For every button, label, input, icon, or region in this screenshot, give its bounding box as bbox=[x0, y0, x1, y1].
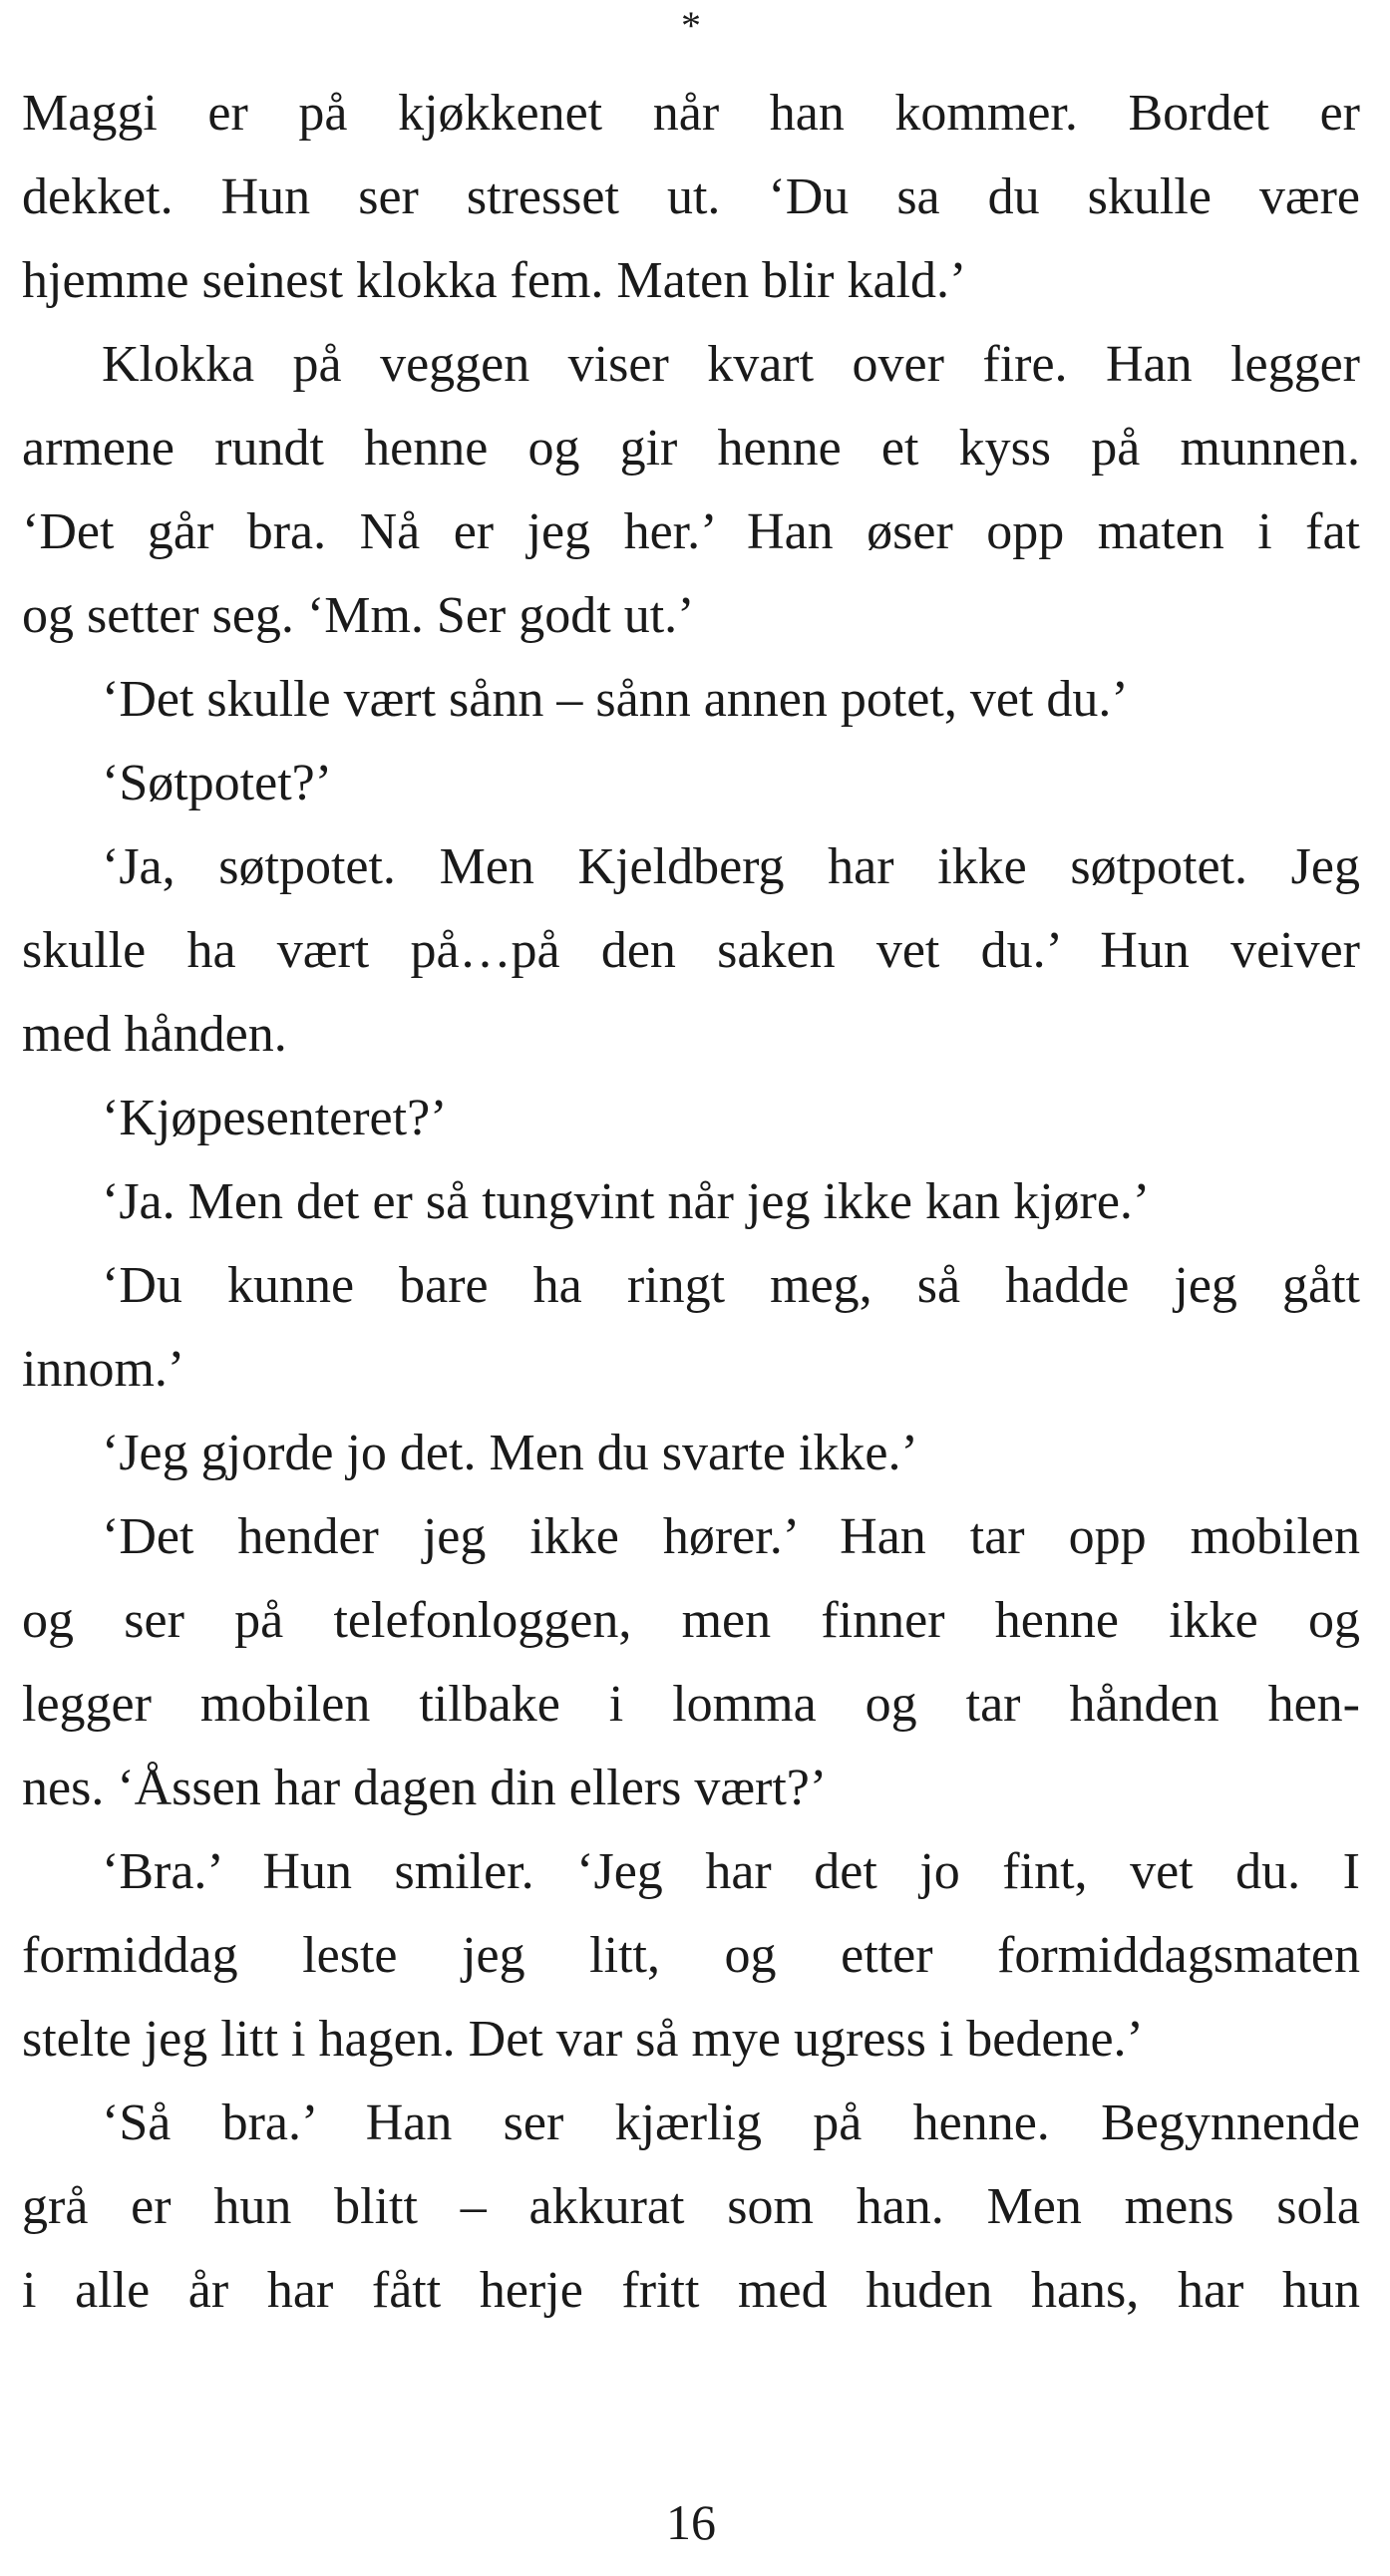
text-line: legger mobilen tilbake i lomma og tar hånden hen- bbox=[22, 1676, 1360, 1733]
text-line: innom.’ bbox=[22, 1341, 185, 1398]
text-line: ‘Det skulle vært sånn – sånn annen potet, vet du.’ bbox=[102, 671, 1129, 728]
text-line: armene rundt henne og gir henne et kyss på munnen. bbox=[22, 420, 1360, 477]
scene-break-asterisk: * bbox=[681, 3, 701, 48]
text-line: ‘Det går bra. Nå er jeg her.’ Han øser opp maten i fat bbox=[22, 503, 1360, 560]
text-line: Maggi er på kjøkkenet når han kommer. Bordet er bbox=[22, 85, 1360, 142]
text-line: med hånden. bbox=[22, 1006, 287, 1063]
body-text bbox=[22, 72, 1360, 2333]
text-line: ‘Ja. Men det er så tungvint når jeg ikke kan kjøre.’ bbox=[102, 1173, 1151, 1230]
text-line: i alle år har fått herje fritt med huden hans, har hun bbox=[22, 2262, 1360, 2319]
page-number: 16 bbox=[666, 2494, 716, 2550]
text-line: ‘Bra.’ Hun smiler. ‘Jeg har det jo fint, vet du. I bbox=[102, 1843, 1360, 1900]
text-line: ‘Jeg gjorde jo det. Men du svarte ikke.’ bbox=[102, 1425, 918, 1481]
text-line: ‘Kjøpesenteret?’ bbox=[102, 1090, 448, 1146]
text-line: stelte jeg litt i hagen. Det var så mye ugress i bedene.’ bbox=[22, 2011, 1144, 2068]
text-line: ‘Så bra.’ Han ser kjærlig på henne. Begynnende bbox=[102, 2094, 1360, 2151]
text-line: ‘Du kunne bare ha ringt meg, så hadde jeg gått bbox=[102, 1257, 1360, 1314]
text-line: dekket. Hun ser stresset ut. ‘Du sa du skulle være bbox=[22, 168, 1360, 225]
text-line: og ser på telefonloggen, men finner henne ikke og bbox=[22, 1592, 1360, 1649]
text-line: hjemme seinest klokka fem. Maten blir kald.’ bbox=[22, 252, 967, 309]
book-page bbox=[22, 0, 1360, 2576]
text-line: ‘Søtpotet?’ bbox=[102, 755, 333, 811]
text-line: nes. ‘Åssen har dagen din ellers vært?’ bbox=[22, 1760, 828, 1816]
text-line: ‘Ja, søtpotet. Men Kjeldberg har ikke søtpotet. Jeg bbox=[102, 838, 1360, 895]
text-line: formiddag leste jeg litt, og etter formiddagsmaten bbox=[22, 1927, 1360, 1984]
text-line: Klokka på veggen viser kvart over fire. Han legger bbox=[102, 336, 1360, 393]
text-line: ‘Det hender jeg ikke hører.’ Han tar opp mobilen bbox=[102, 1508, 1360, 1565]
text-line: skulle ha vært på…på den saken vet du.’ Hun veiver bbox=[22, 922, 1360, 979]
text-line: grå er hun blitt – akkurat som han. Men mens sola bbox=[22, 2178, 1360, 2235]
text-line: og setter seg. ‘Mm. Ser godt ut.’ bbox=[22, 587, 695, 644]
